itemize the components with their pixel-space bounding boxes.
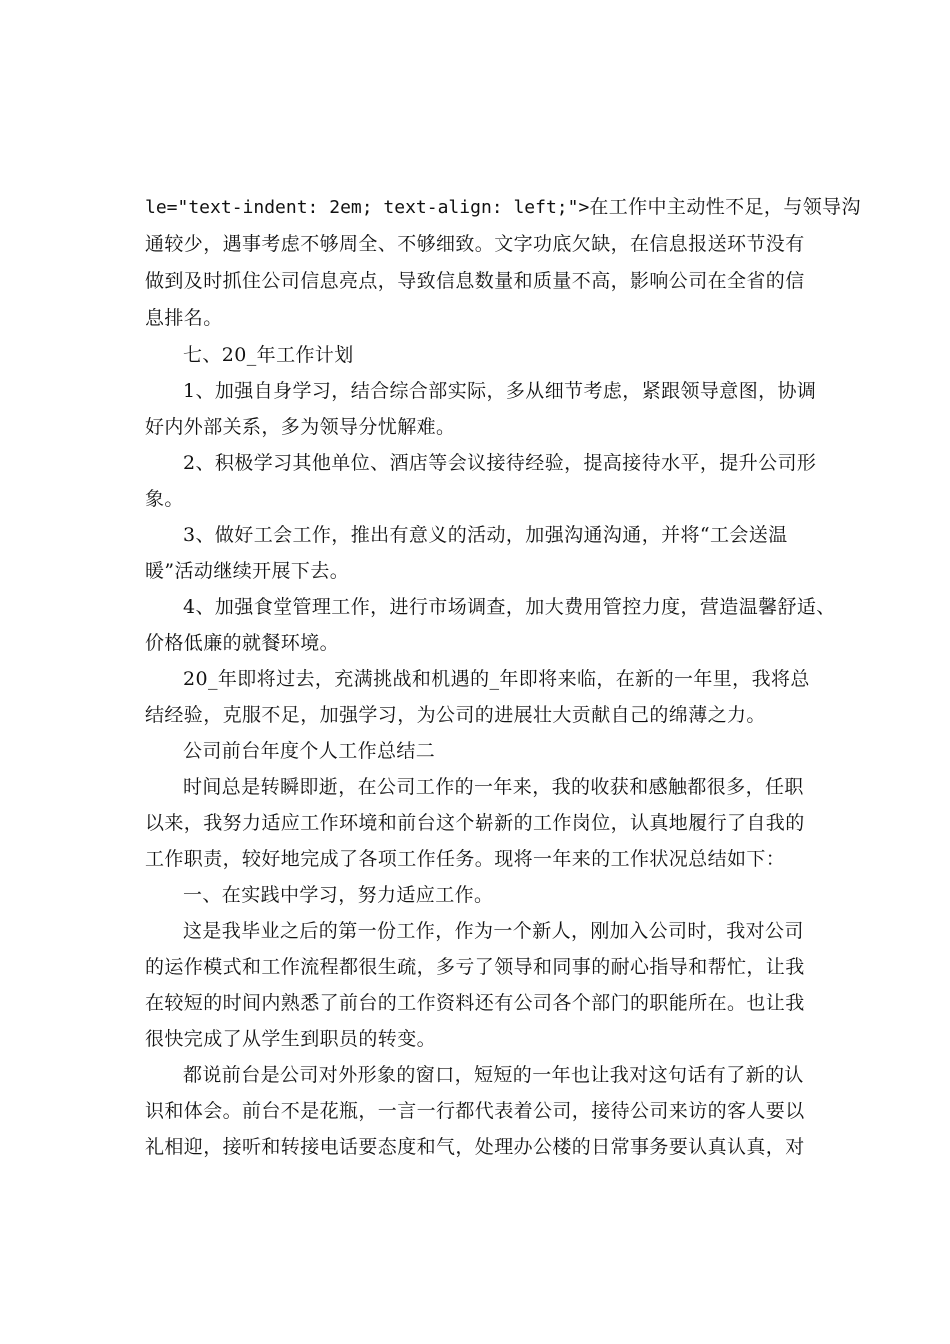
section-heading-plan: 七、20_年工作计划: [183, 344, 354, 366]
text-line-9: 象。: [145, 488, 184, 510]
section-heading-practice: 一、在实践中学习，努力适应工作。: [183, 884, 494, 906]
text-line-25: 都说前台是公司对外形象的窗口，短短的一年也让我对这句话有了新的认: [183, 1064, 804, 1086]
text-line-24: 很快完成了从学生到职员的转变。: [145, 1028, 437, 1050]
text-line-26: 识和体会。前台不是花瓶，一言一行都代表着公司，接待公司来访的客人要以: [145, 1100, 805, 1122]
text-line-22: 的运作模式和工作流程都很生疏，多亏了领导和同事的耐心指导和帮忙，让我: [145, 956, 805, 978]
text-line-12: 4、加强食堂管理工作，进行市场调查，加大费用管控力度，营造温馨舒适、: [183, 596, 836, 618]
text-line-7: 好内外部关系，多为领导分忧解难。: [145, 416, 456, 438]
text-line-13: 价格低廉的就餐环境。: [145, 632, 340, 654]
text-line-8: 2、积极学习其他单位、酒店等会议接待经验，提高接待水平，提升公司形: [183, 452, 817, 474]
stray-code-fragment: le="text-indent: 2em; text-align: left;">: [145, 197, 590, 218]
text-line-10: 3、做好工会工作，推出有意义的活动，加强沟通沟通，并将“工会送温: [183, 524, 788, 546]
text-line-27: 礼相迎，接听和转接电话要态度和气，处理办公楼的日常事务要认真认真，对: [145, 1136, 805, 1158]
text-line-2: 通较少，遇事考虑不够周全、不够细致。文字功底欠缺，在信息报送环节没有: [145, 233, 805, 255]
text-line-19: 工作职责，较好地完成了各项工作任务。现将一年来的工作状况总结如下：: [145, 848, 786, 870]
text-line-1: [145, 195, 861, 220]
section-title-summary-two: 公司前台年度个人工作总结二: [183, 740, 436, 762]
text-line-3: 做到及时抓住公司信息亮点，导致信息数量和质量不高，影响公司在全省的信: [145, 270, 805, 292]
text-line-18: 以来，我努力适应工作环境和前台这个崭新的工作岗位，认真地履行了自我的: [145, 812, 805, 834]
text-line-14: 20_年即将过去，充满挑战和机遇的_年即将来临，在新的一年里，我将总: [183, 668, 810, 690]
text-line-23: 在较短的时间内熟悉了前台的工作资料还有公司各个部门的职能所在。也让我: [145, 992, 805, 1014]
text-line-21: 这是我毕业之后的第一份工作，作为一个新人，刚加入公司时，我对公司: [183, 920, 804, 942]
text-line-6: 1、加强自身学习，结合综合部实际，多从细节考虑，紧跟领导意图，协调: [183, 380, 817, 402]
text-line-4: 息排名。: [145, 307, 223, 329]
text-fragment: 在工作中主动性不足，与领导沟: [589, 196, 861, 218]
text-line-15: 结经验，克服不足，加强学习，为公司的进展壮大贡献自己的绵薄之力。: [145, 704, 766, 726]
text-line-17: 时间总是转瞬即逝，在公司工作的一年来，我的收获和感触都很多，任职: [183, 776, 804, 798]
text-line-11: 暖”活动继续开展下去。: [145, 560, 350, 582]
